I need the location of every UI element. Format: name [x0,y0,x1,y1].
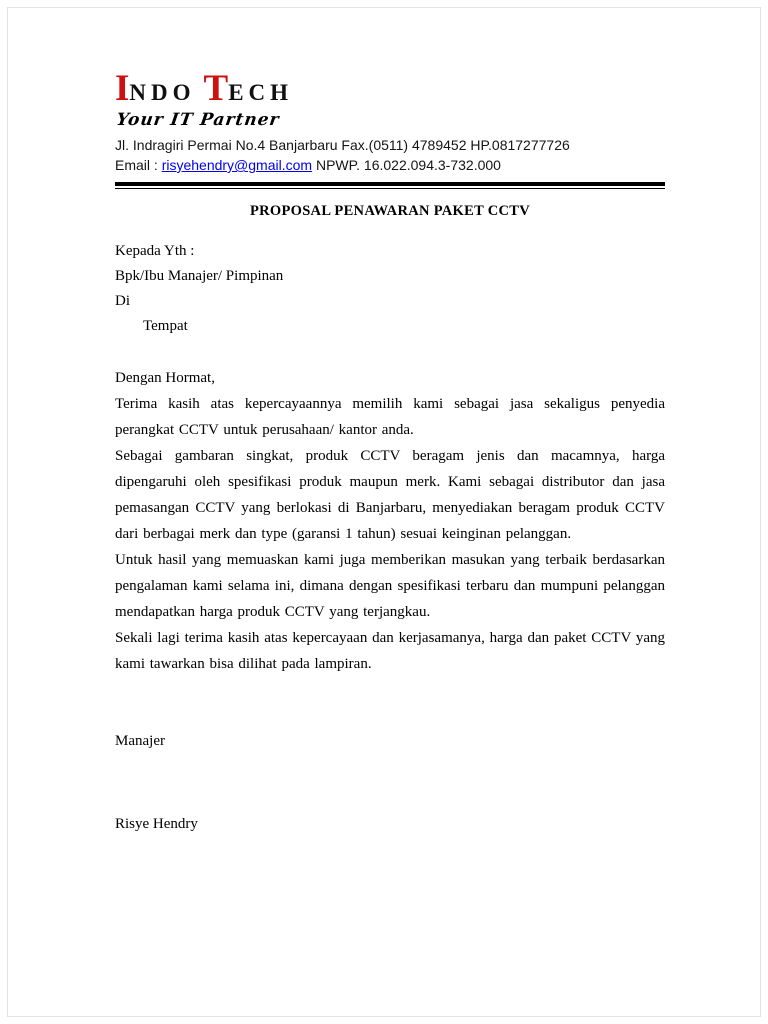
letterhead [115,70,665,173]
body-paragraph: Sekali lagi terima kasih atas kepercayaan dan kerjasamanya, harga dan paket CCTV yang kami tawarkan bisa dilihat pada lampiran. [115,630,665,672]
logo-word-indo: NDO [129,80,196,105]
recipient-line-name: Bpk/Ibu Manajer/ Pimpinan [115,268,284,284]
body-paragraph: Untuk hasil yang memuaskan kami juga memberikan masukan yang terbaik berdasarkan pengalaman kami selama ini, dimana dengan spesifikasi terbaru dan mumpuni pelanggan mendapatkan harga produk CCTV yang terjangkau. [115,552,665,620]
company-tagline: Your IT Partner [115,110,281,130]
recipient-block [115,239,665,339]
company-contact-line [115,157,665,173]
npwp-text: NPWP. 16.022.094.3-732.000 [312,157,501,173]
header-divider [115,182,665,189]
body-paragraph: Terima kasih atas kepercayaannya memilih kami sebagai jasa sekaligus penyedia perangkat CCTV untuk perusahaan/ kantor anda. [115,396,665,438]
company-logo [115,70,665,107]
divider-thin-line [115,188,665,189]
letter-title: PROPOSAL PENAWARAN PAKET CCTV [249,203,531,219]
logo-initial-indo: I [115,68,130,109]
email-link[interactable]: risyehendry@gmail.com [161,157,313,173]
company-address-line: Jl. Indragiri Permai No.4 Banjarbaru Fax.(0511) 4789452 HP.0817277726 [115,137,570,153]
signature-role: Manajer [115,733,165,749]
recipient-line-tempat: Tempat [143,318,188,334]
email-label: Email : [115,157,162,173]
signature-name: Risye Hendry [115,816,198,832]
salutation: Dengan Hormat, [115,370,215,386]
logo-initial-tech: T [203,68,229,109]
logo-word-tech: ECH [228,80,294,105]
letter-content [115,70,665,833]
body-paragraph: Sebagai gambaran singkat, produk CCTV beragam jenis dan macamnya, harga dipengaruhi oleh spesifikasi produk maupun merk. Kami sebagai distributor dan jasa pemasangan CCTV yang berlokasi di Banjarbaru, menyediakan beragam produk CCTV dari berbagai merk dan type (garansi 1 tahun) sesuai keinginan pelanggan. [115,448,665,542]
recipient-line-di: Di [115,293,130,309]
divider-thick-line [115,182,665,186]
recipient-line-salute: Kepada Yth : [115,243,195,259]
